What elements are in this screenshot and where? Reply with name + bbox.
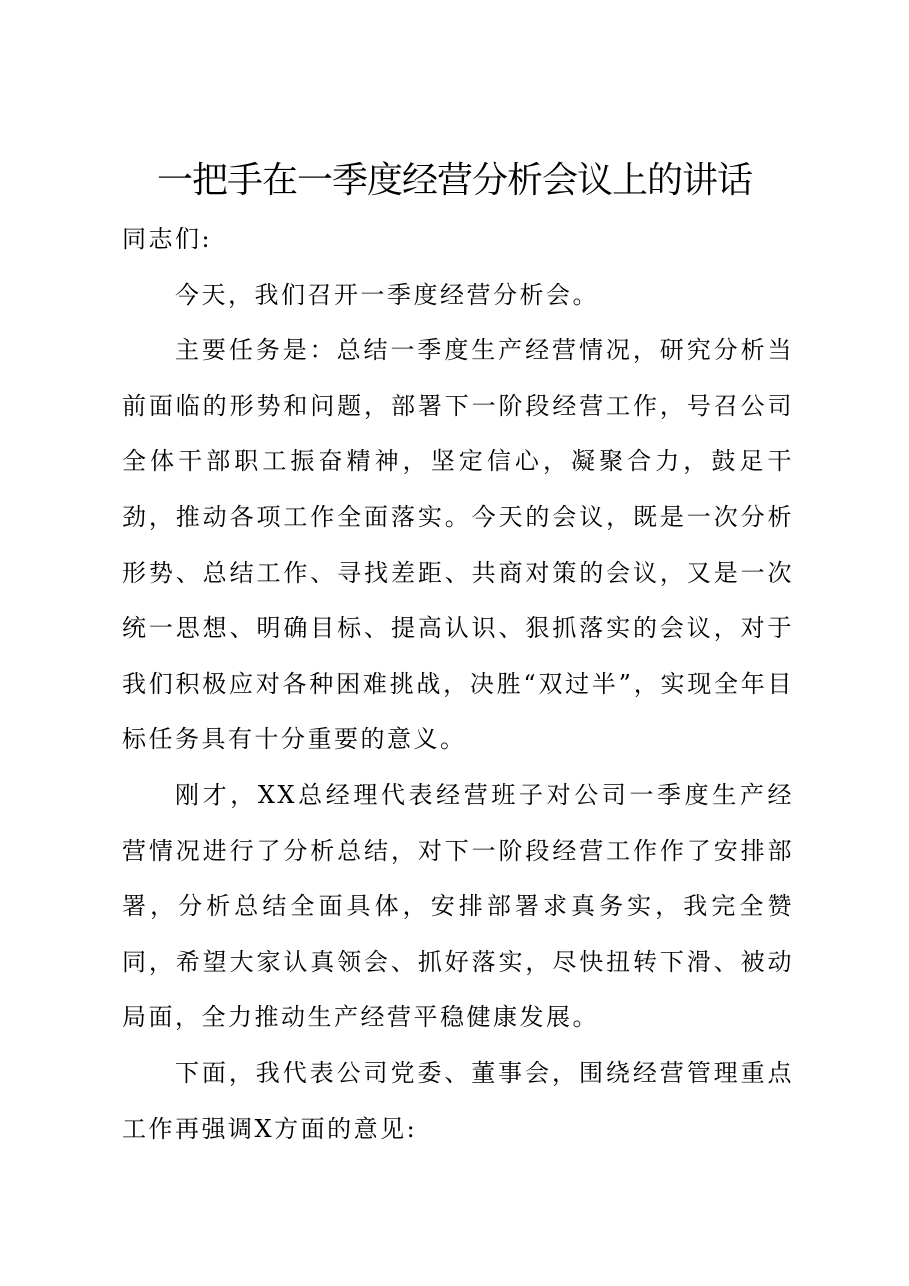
document-body [122,212,794,1157]
paragraph-opening: 今天，我们召开一季度经营分析会。 [175,280,599,309]
document-title: 一把手在一季度经营分析会议上的讲话 [156,160,752,201]
paragraph-emphasis: 下面，我代表公司党委、董事会，围绕经营管理重点工作再强调X方面的意见: [122,1058,794,1143]
paragraph-main-tasks: 主要任务是：总结一季度生产经营情况，研究分析当前面临的形势和问题，部署下一阶段经营工作，号召公司全体干部职工振奋精神，坚定信心，凝聚合力，鼓足干劲，推动各项工作全面落实。今天的会议，既是一次分析形势、总结工作、寻找差距、共商对策的会议，又是一次统一思想、明确目标、提高认识、狠抓落实的会议，对于我们积极应对各种困难挑战，决胜“双过半”，实现全年目标任务具有十分重要的意义。 [122,336,794,754]
salutation: 同志们: [122,225,213,253]
paragraph-review: 刚才，XX总经理代表经营班子对公司一季度生产经营情况进行了分析总结，对下一阶段经营工作作了安排部署，分析总结全面具体，安排部署求真务实，我完全赞同，希望大家认真领会、抓好落实，尽快扭转下滑、被动局面，全力推动生产经营平稳健康发展。 [122,780,794,1032]
